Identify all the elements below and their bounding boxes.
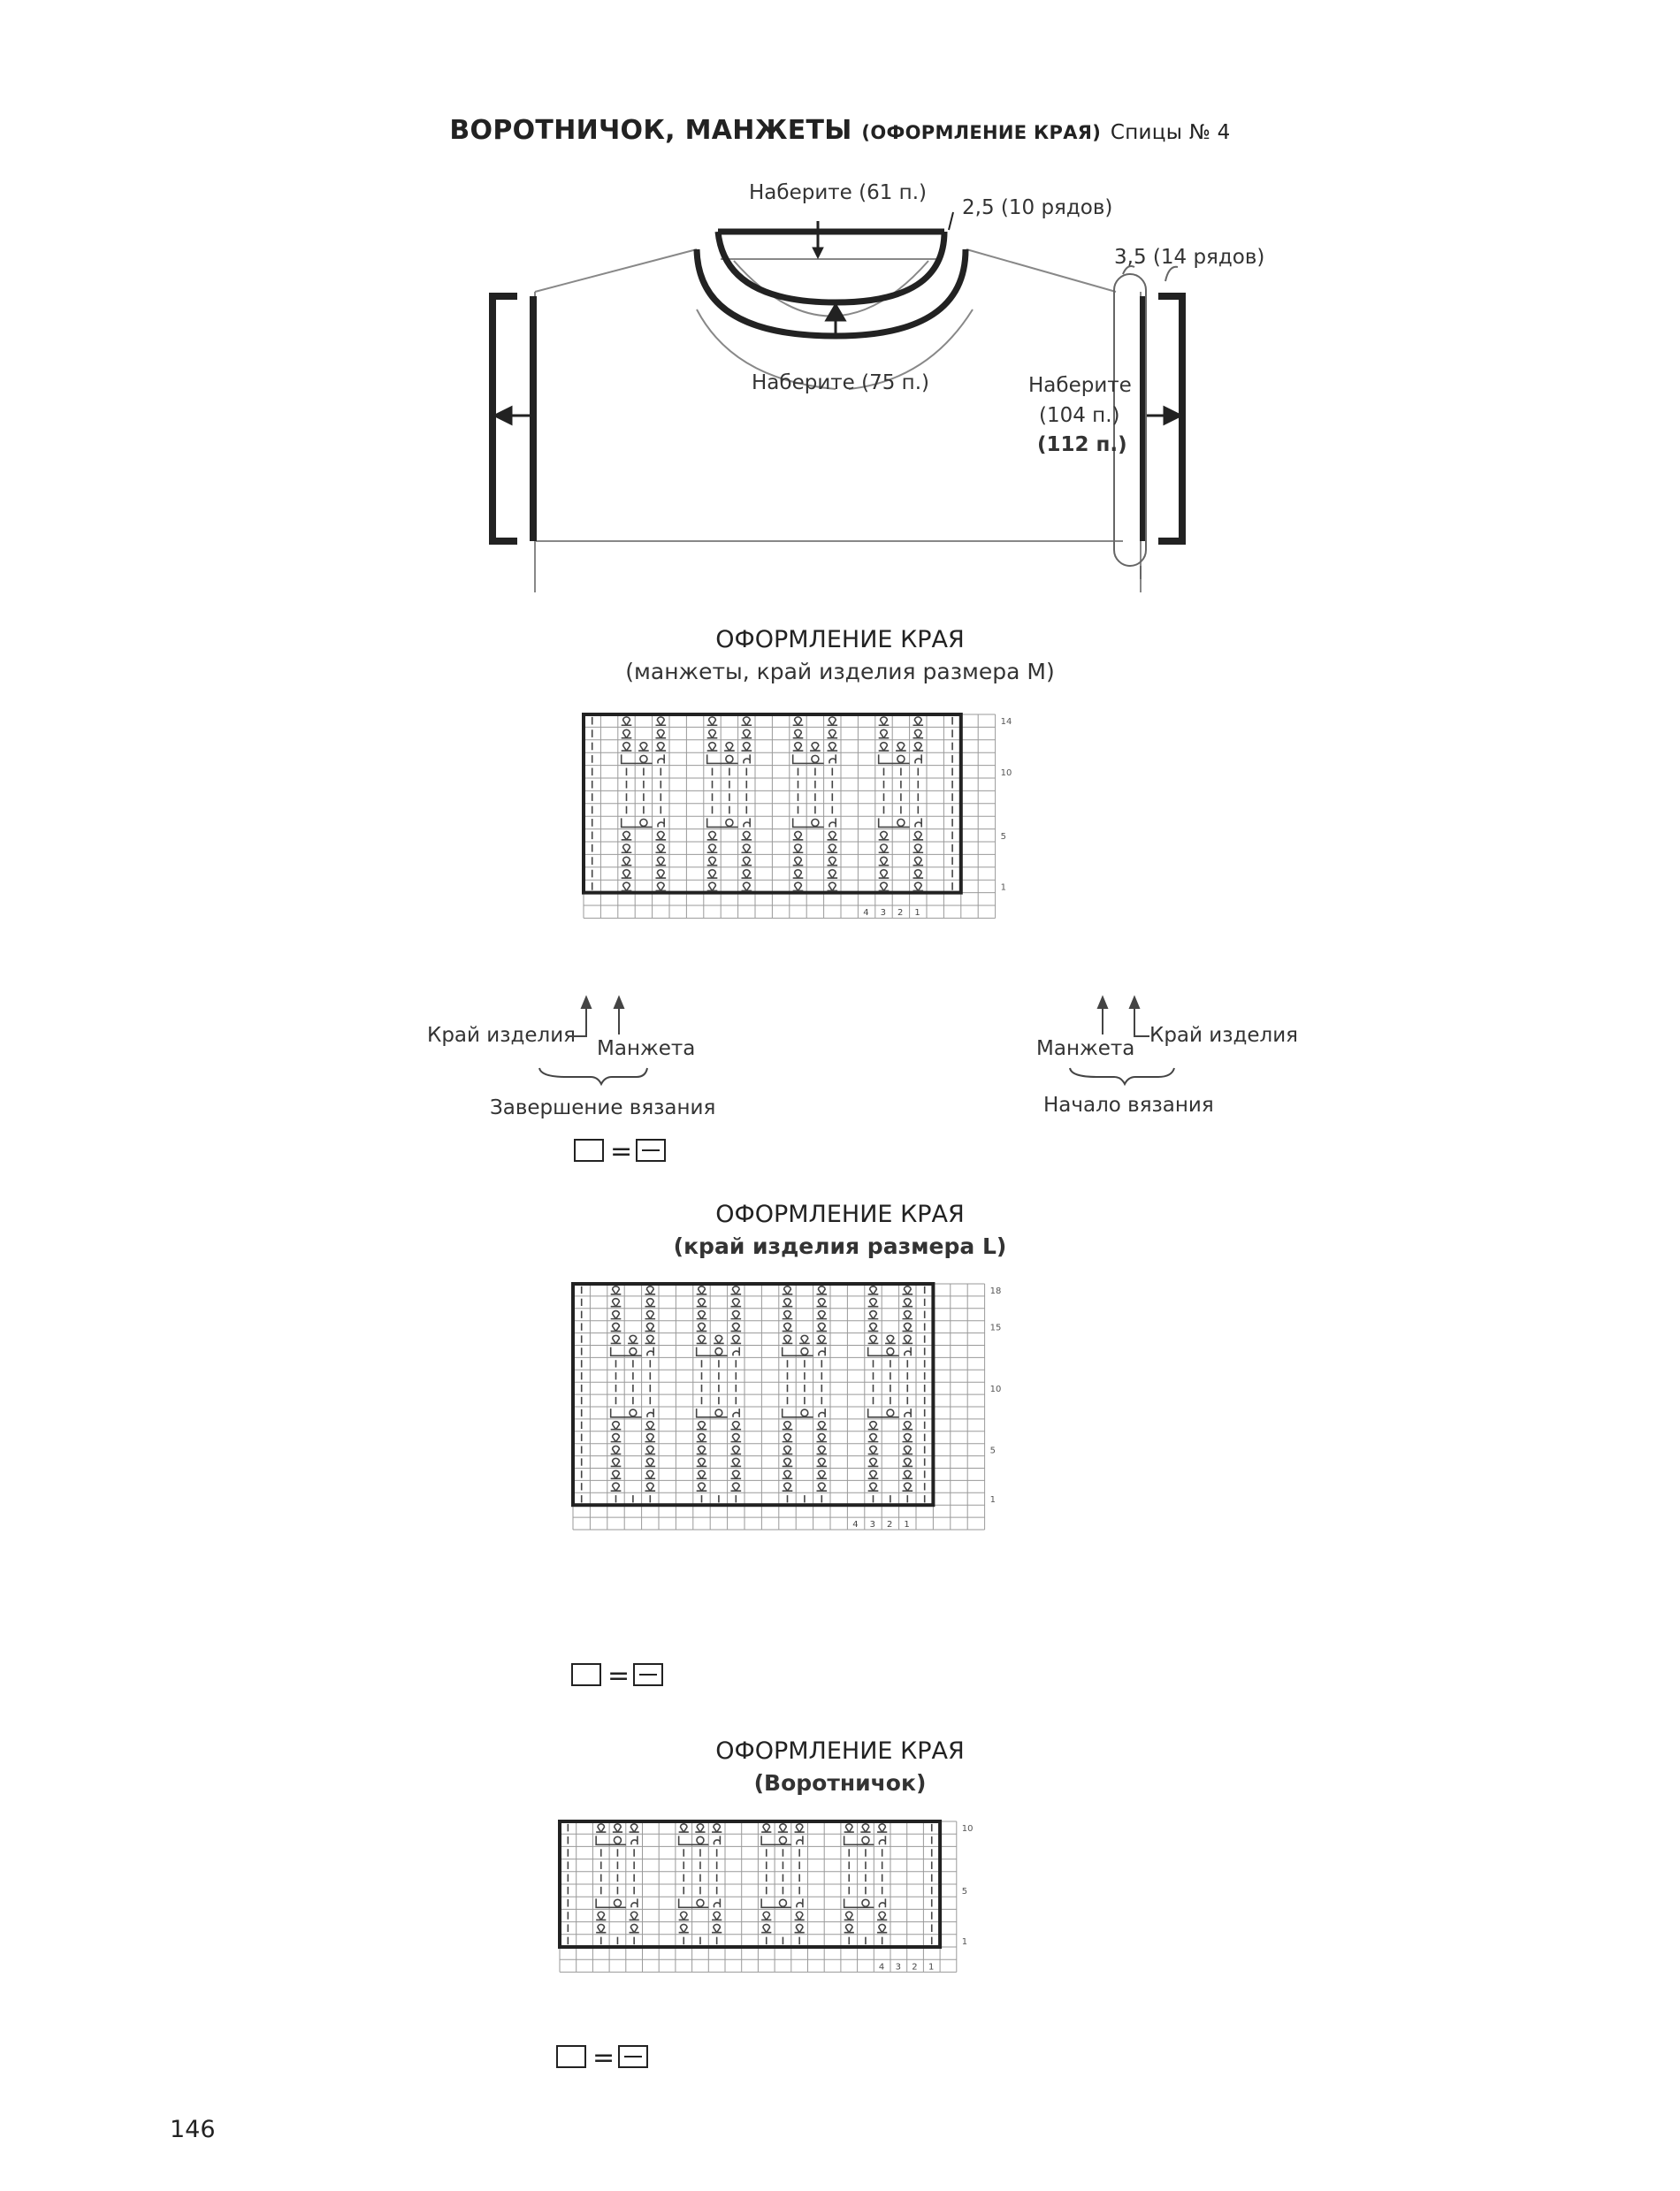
chart-collar-row-label: 10 (961, 1824, 974, 1835)
chart-m-title: ОФОРМЛЕНИЕ КРАЯ (715, 626, 965, 653)
chart-collar-stitch-number: 4 (878, 1962, 885, 1973)
label-cast-cuff-1: Наберите (1028, 374, 1132, 397)
page-number: 146 (170, 2116, 216, 2143)
chart-l-row-label: 18 (989, 1286, 1002, 1296)
legend-empty-square (557, 2046, 585, 2067)
chart-collar-stitch-number: 2 (912, 1962, 918, 1973)
label-rows-neck: 2,5 (10 рядов) (962, 196, 1113, 219)
legend-equals-sign: = (592, 2042, 615, 2071)
chart-m-stitch-number: 4 (863, 908, 869, 919)
chart-collar-stitch-number: 3 (895, 1962, 901, 1973)
chart-m-row-label: 1 (1000, 882, 1006, 893)
chart-l-subtitle: (край изделия размера L) (673, 1233, 1007, 1259)
title-sub: (ОФОРМЛЕНИЕ КРАЯ) (861, 122, 1102, 143)
chart-l-stitch-number: 1 (904, 1519, 910, 1530)
chart-collar-subtitle: (Воротничок) (753, 1770, 927, 1796)
chart-l-stitch-number: 2 (887, 1519, 893, 1530)
chart-collar-row-label: 1 (961, 1936, 968, 1947)
chart-m-row-label: 5 (1000, 831, 1006, 842)
chart-m-row-label: 14 (1000, 717, 1012, 728)
chart-l-row-label: 10 (989, 1385, 1002, 1395)
chart-l-row-label: 5 (989, 1446, 996, 1456)
label-start: Начало вязания (1043, 1094, 1214, 1117)
chart-l-stitch-number: 4 (852, 1519, 859, 1530)
legend-equals-sign: = (610, 1136, 633, 1164)
label-cast-neck-back: Наберите (61 п.) (749, 181, 928, 204)
chart-l-title: ОФОРМЛЕНИЕ КРАЯ (715, 1201, 965, 1228)
chart-m-subtitle: (манжеты, край изделия размера M) (625, 659, 1055, 684)
label-edge-right: Край изделия (1149, 1024, 1298, 1047)
chart-collar-row-label: 5 (961, 1887, 968, 1897)
label-rows-cuff: 3,5 (14 рядов) (1114, 246, 1265, 269)
chart-m-row-label: 10 (1000, 767, 1012, 778)
chart-collar-title: ОФОРМЛЕНИЕ КРАЯ (715, 1737, 965, 1765)
title-main: ВОРОТНИЧОК, МАНЖЕТЫ (449, 115, 852, 146)
chart-l-stitch-number: 3 (869, 1519, 875, 1530)
chart-l-row-label: 1 (989, 1495, 996, 1506)
label-cast-neck-front: Наберите (75 п.) (752, 371, 930, 394)
legend-equals-sign: = (607, 1660, 630, 1689)
label-finish: Завершение вязания (490, 1096, 716, 1119)
chart-m-stitch-number: 1 (914, 908, 920, 919)
chart-m-stitch-number: 3 (880, 908, 886, 919)
chart-collar-legend (555, 2042, 653, 2071)
label-cast-cuff-2: (104 п.) (1039, 404, 1120, 427)
label-cast-cuff-3: (112 п.) (1037, 433, 1127, 456)
title-needles: Спицы № 4 (1110, 121, 1231, 144)
label-cuff-left: Манжета (597, 1037, 696, 1060)
chart-l-row-label: 15 (989, 1323, 1002, 1333)
label-edge-left: Край изделия (427, 1024, 576, 1047)
chart-m-stitch-number: 2 (897, 908, 904, 919)
chart-collar-stitch-number: 1 (928, 1962, 935, 1973)
label-cuff-right: Манжета (1036, 1037, 1135, 1060)
